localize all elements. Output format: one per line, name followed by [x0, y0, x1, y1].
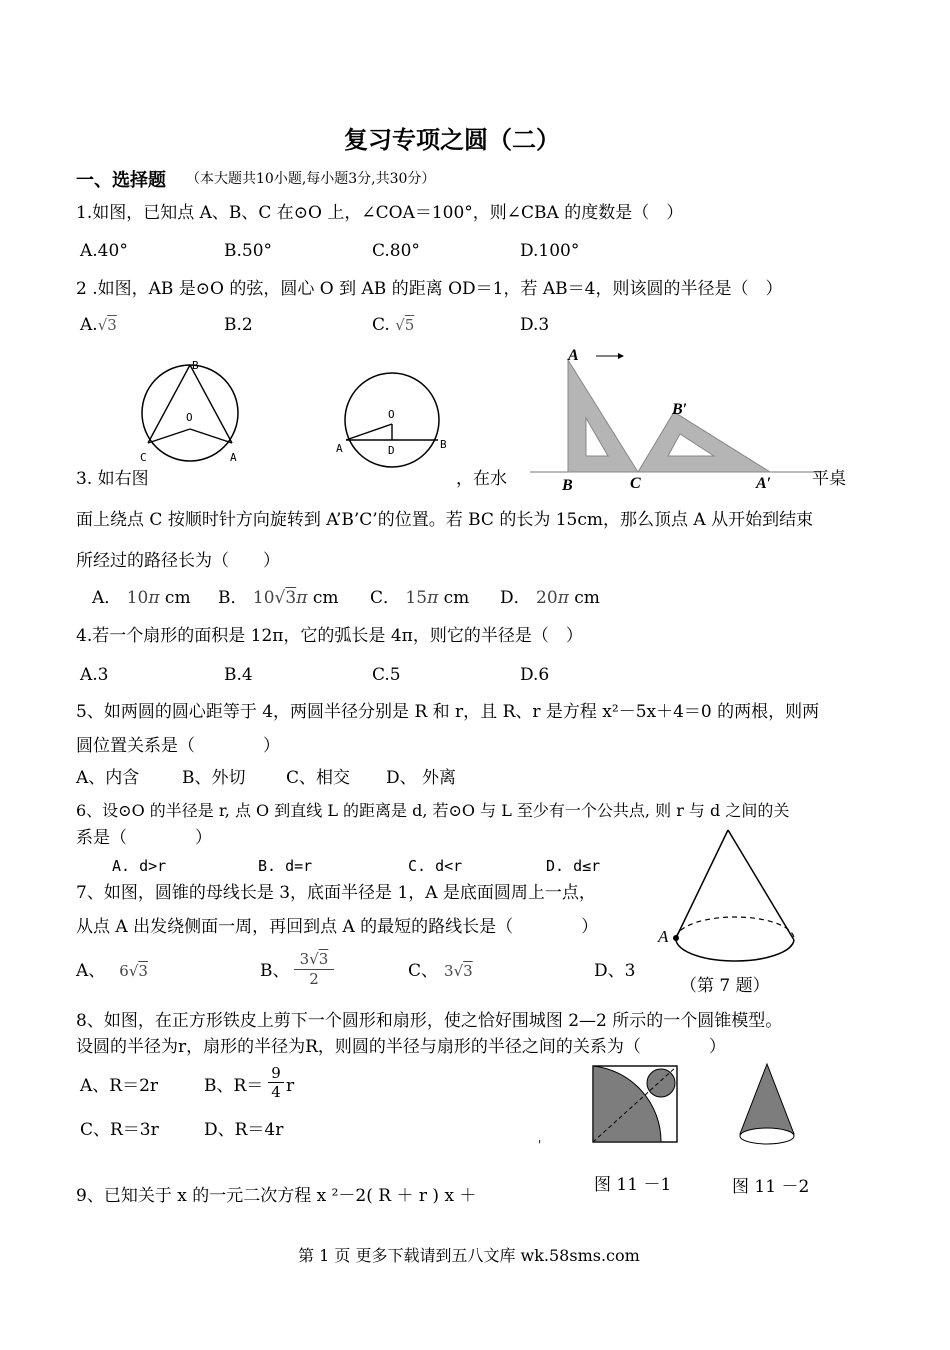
q3-unit: cm	[574, 588, 600, 608]
q2-option-d: D.3	[520, 315, 550, 335]
q1-option-c: C.80°	[372, 241, 420, 261]
page-title: 复习专项之圆（二）	[344, 126, 560, 154]
arrow-icon	[618, 353, 624, 359]
sqrt-symbol: √	[395, 316, 405, 334]
figure-caption-11-1: 图 11 －1	[594, 1175, 672, 1195]
pi-symbol: π	[296, 588, 308, 608]
question-4-text: 4.若一个扇形的面积是 12π，它的弧长是 4π，则它的半径是（ ）	[76, 626, 583, 646]
q3-option-b-coef: 10	[252, 588, 275, 608]
q6-line-2: 系是（ ）	[76, 828, 212, 848]
q5-option-c: C、相交	[286, 768, 351, 788]
q5-line-2: 圆位置关系是（ ）	[76, 736, 280, 756]
question-9-text: 9、已知关于 x 的一元二次方程 x ²－2( R ＋ r ) x ＋	[76, 1186, 477, 1206]
label-c: C	[140, 451, 147, 464]
fraction-numerator	[294, 950, 334, 970]
q2-option-c	[372, 314, 414, 336]
q7-option-a-radicand: 3	[138, 962, 148, 980]
label-b: B	[192, 359, 199, 372]
q6-option-a: A. d>r	[112, 857, 167, 875]
small-circle	[647, 1069, 675, 1097]
q3-text-part-3: 平桌	[812, 469, 846, 489]
q3-line-2: 面上绕点 C 按顺时针方向旋转到 A’B’C’的位置。若 BC 的长为 15cm，那么顶点 A 从开始到结束	[76, 510, 814, 530]
q7-option-a-letter: A、	[76, 961, 106, 981]
q8-option-c: C、R＝3r	[80, 1120, 159, 1140]
q3-option-c-letter: C．	[370, 588, 401, 608]
q3-text-part-2: ，在水	[456, 469, 507, 489]
q6-line-1: 6、设⊙O 的半径是 r, 点 O 到直线 L 的距离是 d, 若⊙O 与 L 至少有一个公共点, 则 r 与 d 之间的关	[76, 801, 790, 820]
q2-option-a	[80, 314, 117, 336]
label-c: C	[630, 475, 641, 492]
q1-option-b: B.50°	[224, 241, 273, 261]
q8-option-b-fraction	[268, 1064, 284, 1101]
q3-unit: cm	[164, 588, 191, 608]
q2-option-c-letter: C.	[372, 315, 390, 335]
q1-option-d: D.100°	[520, 241, 580, 261]
q4-option-c: C.5	[372, 665, 401, 685]
q3-option-c	[370, 587, 469, 609]
q4-option-a: A.3	[80, 665, 109, 685]
figure-cone-model	[736, 1062, 800, 1148]
q4-option-d: D.6	[520, 665, 550, 685]
q7-option-c-radicand: 3	[463, 962, 473, 980]
q8-option-b-prefix: B、R＝	[204, 1076, 264, 1096]
q5-option-a: A、内含	[76, 768, 140, 788]
q7-line-1: 7、如图，圆锥的母线长是 3，底面半径是 1，A 是底面圆周上一点，	[76, 883, 596, 903]
fraction-denominator: 2	[309, 970, 319, 988]
pi-symbol: π	[557, 588, 569, 608]
label-a: A	[230, 451, 237, 464]
q3-option-a-letter: A．	[92, 588, 122, 608]
q3-text-part-1: 3. 如右图	[76, 469, 149, 489]
q6-option-d: D. d≤r	[546, 857, 601, 875]
cone-base-front	[676, 938, 794, 961]
q3-option-b	[218, 587, 338, 609]
section-note: （本大题共10小题,每小题3分,共30分）	[186, 171, 436, 187]
sqrt-symbol: √	[309, 950, 319, 968]
q3-option-b-letter: B．	[218, 588, 248, 608]
q1-option-a: A.40°	[80, 241, 128, 261]
q7-option-c-coef: 3	[444, 962, 454, 980]
question-2-text: 2 .如图，AB 是⊙O 的弦，圆心 O 到 AB 的距离 OD＝1，若 AB＝4，则该圆的半径是（ ）	[76, 279, 783, 299]
figure-circle-inscribed-angle	[130, 355, 250, 465]
cone-slant-left	[676, 830, 728, 938]
q3-line-3: 所经过的路径长为（ ）	[76, 551, 280, 571]
fraction-numerator: 9	[268, 1064, 284, 1083]
q7-option-d: D、3	[594, 961, 636, 981]
pi-symbol: π	[427, 588, 439, 608]
q8-option-d: D、R＝4r	[204, 1120, 284, 1140]
q8-option-a: A、R＝2r	[80, 1076, 159, 1096]
point-a	[673, 935, 679, 941]
cone-slant-right	[728, 830, 794, 940]
q8-option-b-suffix: r	[286, 1076, 295, 1096]
q5-option-d: D、 外离	[386, 768, 457, 788]
label-b: B	[440, 438, 447, 451]
cone-base-back	[676, 917, 794, 940]
fraction-denominator: 4	[271, 1083, 281, 1101]
q3-unit: cm	[443, 588, 470, 608]
stray-mark: '	[538, 1138, 542, 1152]
triangle-abc-rotated	[638, 412, 770, 472]
cone-body	[740, 1064, 794, 1134]
q7-option-c-letter: C、	[408, 961, 439, 981]
q3-option-d-letter: D．	[500, 588, 531, 608]
q7-option-a	[76, 960, 148, 982]
label-d: D	[388, 444, 395, 457]
label-a: A	[568, 347, 579, 364]
label-b-prime: B′	[672, 401, 688, 418]
q3-option-c-coef: 15	[405, 588, 428, 608]
q3-unit: cm	[312, 588, 339, 608]
figure-circle-chord	[332, 370, 452, 470]
question-1-text: 1.如图，已知点 A、B、C 在⊙O 上，∠COA＝100°，则∠CBA 的度数是（ ）	[76, 203, 684, 223]
label-a: A	[336, 442, 343, 455]
page-footer: 第 1 页 更多下载请到五八文库 wk.58sms.com	[298, 1246, 640, 1265]
sqrt-symbol: √	[274, 588, 286, 608]
sqrt-symbol: √	[128, 962, 139, 980]
q3-option-d-coef: 20	[536, 588, 558, 608]
q6-option-c: C. d<r	[408, 857, 463, 875]
q7-option-b-fraction	[294, 950, 334, 988]
cone-base	[740, 1128, 794, 1144]
q7-figure-caption: （第 7 题）	[680, 976, 770, 996]
q3-option-d	[500, 587, 600, 609]
q8-line-1: 8、如图，在正方形铁皮上剪下一个圆形和扇形，使之恰好围城图 2—2 所示的一个圆锥模型。	[76, 1011, 783, 1031]
label-a: A	[658, 927, 669, 946]
q5-option-b: B、外切	[182, 768, 246, 788]
q2-radicand-c: 5	[404, 316, 415, 334]
label-o: O	[186, 411, 193, 424]
q3-option-b-radicand: 3	[285, 588, 297, 608]
figure-cone	[654, 828, 804, 958]
numerator-radicand: 3	[318, 950, 329, 968]
figure-caption-11-2: 图 11 －2	[732, 1177, 810, 1197]
q3-option-a-coef: 10	[126, 588, 149, 608]
q7-option-c	[408, 960, 473, 982]
sqrt-symbol: √	[97, 316, 108, 334]
section-heading: 一、选择题	[76, 170, 166, 191]
q3-option-a	[92, 587, 191, 609]
q6-option-b: B. d=r	[258, 857, 313, 875]
figure-square-sector	[590, 1064, 680, 1144]
q7-line-2: 从点 A 出发绕侧面一周，再回到点 A 的最短的路线长是（ ）	[76, 917, 599, 937]
q5-line-1: 5、如两圆的圆心距等于 4，两圆半径分别是 R 和 r，且 R、r 是方程 x²－5x＋4＝0 的两根，则两	[76, 702, 820, 722]
q7-option-a-coef: 6	[119, 962, 129, 980]
q2-radicand-a: 3	[107, 316, 117, 334]
sqrt-symbol: √	[453, 962, 464, 980]
label-o: O	[388, 408, 395, 421]
figure-rotating-triangle	[526, 340, 826, 500]
numerator-coef: 3	[299, 950, 310, 968]
q2-option-b: B.2	[224, 315, 253, 335]
pi-symbol: π	[148, 588, 160, 608]
q7-option-b-letter: B、	[260, 961, 290, 981]
q4-option-b: B.4	[224, 665, 253, 685]
radius-oa	[346, 424, 392, 440]
label-b: B	[562, 477, 573, 494]
q2-option-a-letter: A.	[80, 315, 98, 335]
q8-line-2: 设圆的半径为r，扇形的半径为R，则圆的半径与扇形的半径之间的关系为（ ）	[76, 1037, 726, 1057]
label-a-prime: A′	[756, 475, 772, 492]
